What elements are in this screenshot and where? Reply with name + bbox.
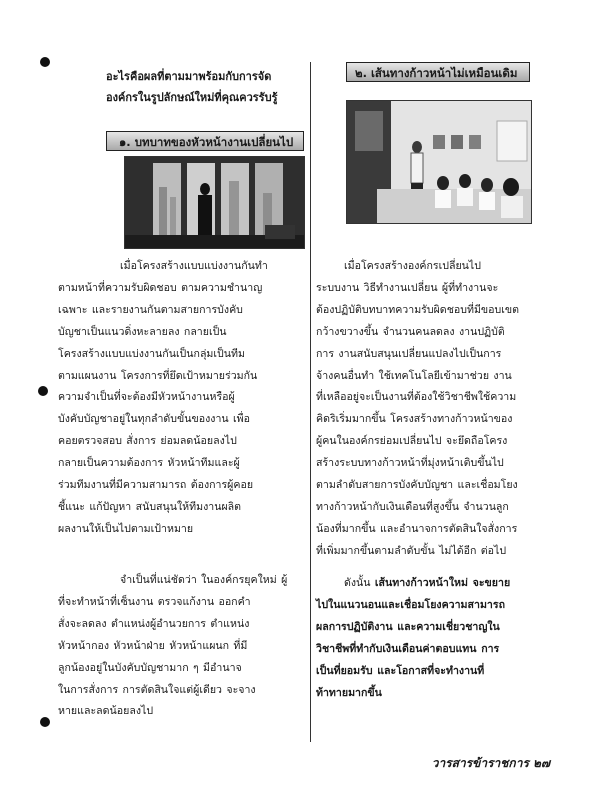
page-footer: วารสารข้าราชการ ๒๗ <box>431 756 550 770</box>
margin-bullet-bottom <box>40 717 50 727</box>
right-paragraph-1: เมื่อโครงสร้างองค์กรเปลี่ยนไป ระบบงาน วิธีทำงานเปลี่ยน ผู้ที่ทำงานจะ ต้องปฏิบัติบทบาทความรับผิดชอบที่มีขอบเขต กว้างขวางขึ้น จำนวนคนลดลง งานปฏิบัติ การ งานสนับสนุนเปลี่ยนแปลงไปเป็นการ จ้างคนอื่นทำ ใช้เทคโนโลยีเข้ามาช่วย งาน ที่เหลืออยู่จะเป็นงานที่ต้องใช้วิชาชีพใช้ความ คิดริเริ่มมากขึ้น โครงสร้างทางก้าวหน้าของ ผู้คนในองค์กรย่อมเปลี่ยนไป จะยึดถือโครง สร้างระบบทางก้าวหน้าที่มุ่งหน้าเติบขึ้นไป ตามลำดับสายการบังคับบัญชา และเชื่อมโยง ทางก้าวหน้ากับเงินเดือนที่สูงขึ้น จำนวนลูก น้องที่มากขึ้น และอำนาจการตัดสินใจสั่งการ ที่เพิ่มมากขึ้นตามลำดับขั้น ไม่ได้อีก ต่อไป <box>316 260 520 557</box>
section1-title: บทบาทของหัวหน้างานเปลี่ยนไป <box>134 135 294 149</box>
section2-title: เส้นทางก้าวหน้าไม่เหมือนเดิม <box>370 66 518 80</box>
left-paragraph-1: เมื่อโครงสร้างแบบแบ่งงานกันทำ ตามหน้าที่ความรับผิดชอบ ตามความชำนาญ เฉพาะ และรายงานกันตามสายการบังคับ บัญชาเป็นแนวดิ่งหะลายลง กลายเป็น โครงสร้างแบบแบ่งงานกันเป็นกลุ่มเป็นทีม ตามแผนงาน โครงการที่ยึดเป้าหมายร่วมกัน ความจำเป็นที่จะต้องมีหัวหน้างานหรือผู้ บังคับบัญชาอยู่ในทุกลำดับขั้นของงาน เพื่อ คอยตรวจสอบ สั่งการ ย่อมลดน้อยลงไป กลายเป็นความต้องการ หัวหน้าทีมและผู้ ร่วมทีมงานที่มีความสามารถ ต้องการผู้คอย ชี้แนะ แก้ปัญหา สนับสนุนให้ทีมงานผลิต ผลงานให้เป็นไปตามเป้าหมาย <box>58 260 268 535</box>
section2-number: ๒. <box>355 66 367 80</box>
section1-number: ๑. <box>119 135 131 149</box>
right-paragraph-2 <box>316 573 548 704</box>
left-paragraph-2: จำเป็นที่แน่ชัดว่า ในองค์กรยุคใหม่ ผู้ ที่จะทำหน้าที่เซ็นงาน ตรวจแก้งาน ออกคำ สั่งจะลดลง ตำแหน่งผู้อำนวยการ ตำแหน่ง หัวหน้ากอง หัวหน้าฝ่าย หัวหน้าแผนก ที่มี ลูกน้องอยู่ในบังคับบัญชามาก ๆ มีอำนาจ ในการสั่งการ การตัดสินใจแต่ผู้เดียว จะจาง หายและลดน้อยลงไป <box>58 574 288 718</box>
meeting-room-photo <box>346 100 532 224</box>
column-divider <box>310 62 311 742</box>
right-paragraph-2-lead: ดังนั้น <box>344 577 375 589</box>
right-paragraph-2-emphasis: เส้นทางก้าวหน้าใหม่ จะขยาย ไปในแนวนอนและเชื่อมโยงความสามารถ ผลการปฏิบัติงาน และความเชี่ยวชาญใน วิชาชีพที่ทำกับเงินเดือนค่าตอบแทน การ เป็นที่ยอมรับ และโอกาสที่จะทำงานที่ ท้าทายมากขึ้น <box>316 577 511 699</box>
section1-heading <box>106 131 304 151</box>
section2-heading <box>346 62 530 82</box>
intro-heading: อะไรคือผลที่ตามมาพร้อมกับการจัด องค์กรในรูปลักษณ์ใหม่ที่คุณควรรับรู้ <box>106 70 278 104</box>
office-window-photo <box>124 156 305 249</box>
margin-bullet-middle <box>38 386 48 396</box>
margin-bullet-top <box>40 57 50 67</box>
